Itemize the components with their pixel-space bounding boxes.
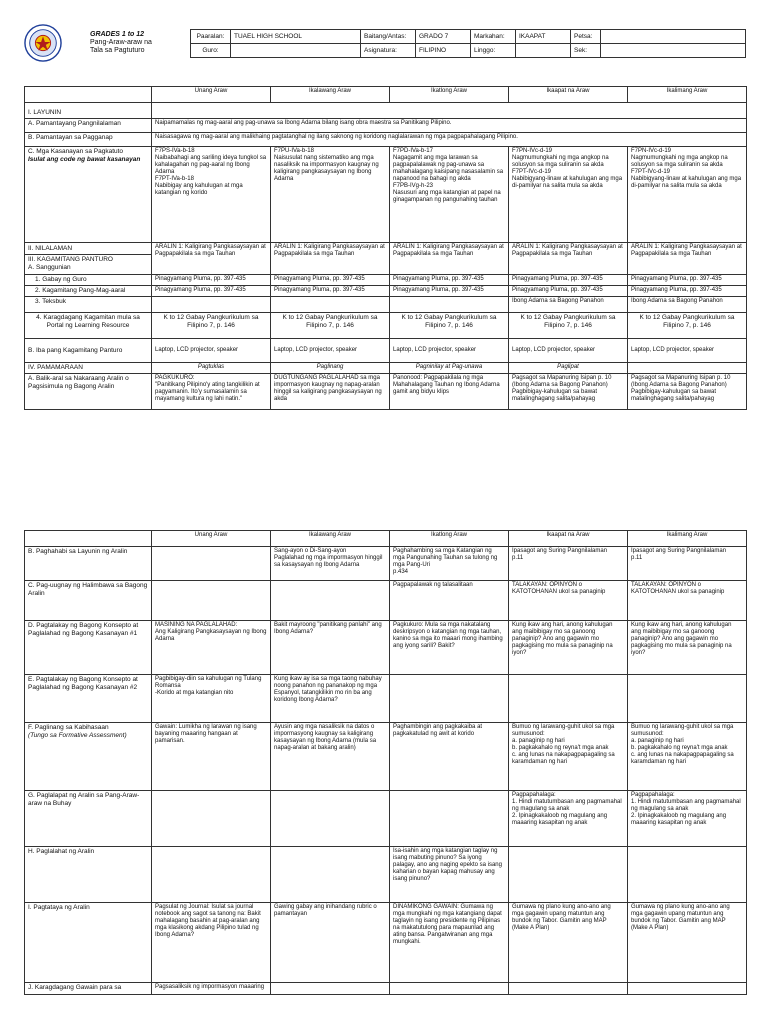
row-cell — [271, 903, 390, 983]
linggo-value — [516, 44, 571, 58]
row-label: B. Paghahabi sa Layunin ng Aralin — [25, 547, 152, 581]
row-cell — [390, 297, 509, 313]
row-cell — [628, 581, 747, 621]
row-cell — [509, 547, 628, 581]
row-sublabel: (Tungo sa Formative Assessment) — [28, 732, 127, 739]
row-cell: ARALIN 1: Kaligirang Pangkasaysayan at Pagpapakilala sa mga Tauhan — [152, 243, 271, 275]
sek-value — [601, 44, 746, 58]
row-cell — [390, 903, 509, 983]
row-cell: Pinagyamang Pluma, pp. 397-435 — [509, 286, 628, 297]
phase-cell — [628, 363, 747, 374]
row-cell — [628, 547, 747, 581]
cell-text: Bumuo ng larawang-guhit ukol sa mga sumusunod: a. panaginip ng hari b. pagkakahalo ng reyna't mga anak c. ang lunas na nakapagpapagaling sa karamdaman ng hari — [512, 724, 615, 765]
row-label: J. Karagdagang Gawain para sa — [25, 983, 152, 995]
petsa-label: Petsa: — [571, 30, 601, 44]
linggo-label: Linggo: — [471, 44, 516, 58]
day-header: Ikaapat na Araw — [509, 531, 628, 547]
row-label: B. Pamantayan sa Pagganap — [25, 133, 152, 147]
cell-text: Pagsagot sa Mapanuring Isipan p. 10 (Ibong Adarna sa Bagong Panahon) Pagbibigay-kahulugan sa bawat matalinghagang salita/pahayag — [512, 375, 612, 402]
row-label: 1. Gabay ng Guro — [25, 275, 152, 286]
row-cell — [152, 621, 271, 675]
day-header: Ikalimang Araw — [628, 87, 747, 103]
row-cell — [390, 147, 509, 243]
row-label: H. Paglalahat ng Aralin — [25, 847, 152, 903]
row-cell — [390, 723, 509, 791]
guro-label: Guro: — [191, 44, 231, 58]
row-label: B. Iba pang Kagamitang Panturo — [25, 339, 152, 363]
row-label — [25, 147, 152, 243]
cell-text: Panonood: Pagpapakilala ng mga Mahahalagang Tauhan ng Ibong Adarna gamit ang bidyu klips — [393, 375, 502, 395]
row-cell: K to 12 Gabay Pangkurikulum sa Filipino 7, p. 146 — [271, 313, 390, 339]
row-cell: Pinagyamang Pluma, pp. 397-435 — [390, 286, 509, 297]
cell-text: Kung ikaw ang hari, anong kahulugan ang maibibigay mo sa ganoong panaginip? Ano ang gagawin mo pagkagising mo mula sa panaginip na iyon? — [631, 622, 734, 656]
row-cell: K to 12 Gabay Pangkurikulum sa Filipino 7, p. 146 — [152, 313, 271, 339]
cell-text: Pagsagot sa Mapanuring Isipan p. 10 (Ibong Adarna sa Bagong Panahon) Pagbibigay-kahulugan sa bawat matalinghagang salita/pahayag — [631, 375, 731, 402]
row-cell: Ibong Adarna sa Bagong Panahon — [509, 297, 628, 313]
row-cell — [509, 791, 628, 847]
row-label: 4. Karagdagang Kagamitan mula sa Portal ng Learning Resource — [25, 313, 152, 339]
row-cell — [152, 581, 271, 621]
row-cell: Laptop, LCD projector, speaker — [271, 339, 390, 363]
section-pamamaraan: IV. PAMAMARAAN — [25, 363, 152, 374]
corner-cell — [25, 531, 152, 547]
corner-cell — [25, 87, 152, 103]
cell-text: Gawing gabay ang inihandang rubric o pamantayan — [274, 904, 379, 917]
row-cell — [271, 581, 390, 621]
row-cell — [271, 983, 390, 995]
row-cell — [271, 847, 390, 903]
row-cell — [390, 983, 509, 995]
cell-text: Kung ikaw ang hari, anong kahulugan ang maibibigay mo sa ganoong panaginip? Ano ang gagawin mo pagkagising mo mula sa panaginip na iyon? — [512, 622, 615, 656]
cell-text: F7PN-IVc-d-19 Nagmumungkahi ng mga angkop na solusyon sa mga suliranin sa akda F7PT-IVc-d-19 Nabibigyang-linaw at kahulugan ang mga di-pamilyar na salita mula sa akda — [512, 148, 623, 189]
row-cell: Laptop, LCD projector, speaker — [152, 339, 271, 363]
phase-cell: Pagninilay at Pag-unawa — [390, 363, 509, 374]
day-header: Ikatlong Araw — [390, 531, 509, 547]
row-cell — [390, 847, 509, 903]
sek-label: Sek: — [571, 44, 601, 58]
row-cell: ARALIN 1: Kaligirang Pangkasaysayan at Pagpapakilala sa mga Tauhan — [390, 243, 509, 275]
petsa-value — [601, 30, 746, 44]
row-cell: ARALIN 1: Kaligirang Pangkasaysayan at Pagpapakilala sa mga Tauhan — [509, 243, 628, 275]
guro-value — [231, 44, 361, 58]
cell-text: PAGKUKURO: "Panitikang Pilipino'y ating tangkilikin at pagyamanin. Ito'y sumasalamin sa mayamang kultura ng lahi natin." — [155, 375, 260, 402]
cell-text: TALAKAYAN: OPINYON o KATOTOHANAN ukol sa panaginip — [512, 582, 606, 595]
row-cell — [271, 723, 390, 791]
baitang-label: Baitang/Antas: — [361, 30, 416, 44]
row-cell: Pagsasaliksik ng impormasyon maaaring — [152, 983, 271, 995]
row-cell: Laptop, LCD projector, speaker — [390, 339, 509, 363]
row-cell — [390, 791, 509, 847]
cell-text: F7PS-IVa-b-18 Naibabahagi ang sariling ideya tungkol sa kahalagahan ng pag-aaral ng Ibong Adarna F7PT-IVa-b-18 Nabibigay ang kahulugan at mga katangian ng korido — [155, 148, 267, 196]
row-cell — [509, 581, 628, 621]
row-cell — [152, 547, 271, 581]
row-cell — [509, 147, 628, 243]
row-cell — [271, 297, 390, 313]
cell-text: MASINING NA PAGLALAHAD: Ang Kaligirang Pangkasaysayan ng Ibong Adarna — [155, 622, 267, 642]
row-cell: Pinagyamang Pluma, pp. 397-435 — [628, 286, 747, 297]
day-header: Ikaapat na Araw — [509, 87, 628, 103]
row-label: 2. Kagamitang Pang-Mag-aaral — [25, 286, 152, 297]
row-cell: K to 12 Gabay Pangkurikulum sa Filipino 7, p. 146 — [509, 313, 628, 339]
row-cell — [390, 581, 509, 621]
row-cell — [628, 374, 747, 410]
row-cell: Naipamamalas ng mag-aaral ang pag-unawa sa Ibong Adarna bilang isang obra maestra sa Panitikang Pilipino. — [152, 119, 747, 133]
row-cell — [152, 147, 271, 243]
row-cell — [509, 983, 628, 995]
row-cell: Pinagyamang Pluma, pp. 397-435 — [271, 275, 390, 286]
row-cell: Pinagyamang Pluma, pp. 397-435 — [628, 275, 747, 286]
row-label: A. Balik-aral sa Nakaraang Aralin o Pagsisimula ng Bagong Aralin — [25, 374, 152, 410]
baitang-value: GRADO 7 — [416, 30, 471, 44]
row-cell — [271, 547, 390, 581]
row-cell: K to 12 Gabay Pangkurikulum sa Filipino 7, p. 146 — [628, 313, 747, 339]
section-nilalaman: II. NILALAMAN — [25, 243, 152, 255]
day-header: Ikatlong Araw — [390, 87, 509, 103]
paaralan-label: Paaralan: — [191, 30, 231, 44]
deped-seal-logo — [24, 24, 62, 62]
title-line-1: Pang-Araw-araw na — [90, 39, 152, 46]
row-label: A. Pamantayang Pangnilalaman — [25, 119, 152, 133]
row-cell — [509, 903, 628, 983]
row-cell — [271, 675, 390, 723]
row-label: D. Pagtalakay ng Bagong Konsepto at Paglalahad ng Bagong Kasanayan #1 — [25, 621, 152, 675]
row-cell — [628, 791, 747, 847]
row-cell — [152, 791, 271, 847]
row-cell — [628, 903, 747, 983]
row-label: I. Pagtataya ng Aralin — [25, 903, 152, 983]
row-cell: Laptop, LCD projector, speaker — [509, 339, 628, 363]
row-cell: Pinagyamang Pluma, pp. 397-435 — [509, 275, 628, 286]
row-cell — [628, 847, 747, 903]
cell-text: Isa-isahin ang mga katangian taglay ng isang mabuting pinuno? Sa iyong palagay, ano ang naging epekto sa isang kaharian o bayan kapag mahusay ang isang pinuno? — [393, 848, 504, 882]
day-header: Ikalimang Araw — [628, 531, 747, 547]
row-cell — [390, 675, 509, 723]
row-cell — [152, 847, 271, 903]
cell-text: Bumuo ng larawang-guhit ukol sa mga sumusunod: a. panaginip ng hari b. pagkakahalo ng reyna't mga anak c. ang lunas na nakapagpapagaling sa karamdaman ng hari — [631, 724, 734, 765]
section-layunin: I. LAYUNIN — [25, 103, 152, 119]
row-cell — [152, 374, 271, 410]
cell-text: Pagpapahalaga: 1. Hindi matutumbasan ang pagmamahal ng magulang sa anak 2. Ipinagkakaloob ng magulang ang maaaring kasapitan ng anak — [631, 792, 741, 826]
cell-text: Pagsulat ng Journal: Isulat sa journal notebook ang sagot sa tanong na: Bakit mahalagang basahin at pag-aralan ang mga klasikong akdang Pilipino tulad ng Ibong Adarna? — [155, 904, 263, 938]
row-cell: Laptop, LCD projector, speaker — [628, 339, 747, 363]
row-cell — [152, 723, 271, 791]
cell-text: Pagkukuro: Mula sa mga nakatalang deskripsyon o katangian ng mga tauhan, kanino sa mga ito maaari mong ihambing ang iyong sarili? Bakit? — [393, 622, 505, 649]
day-header: Unang Araw — [152, 531, 271, 547]
row-cell: Pinagyamang Pluma, pp. 397-435 — [152, 275, 271, 286]
row-label — [25, 723, 152, 791]
row-cell — [628, 983, 747, 995]
cell-text: TALAKAYAN: OPINYON o KATOTOHANAN ukol sa panaginip — [631, 582, 725, 595]
cell-text: Gumawa ng plano kung ano-ano ang mga gagawin upang matuntun ang bundok ng Tabor. Gamitin ang MAP (Make A Plan) — [512, 904, 613, 931]
row-cell — [152, 903, 271, 983]
row-cell: Pinagyamang Pluma, pp. 397-435 — [271, 286, 390, 297]
row-cell — [390, 374, 509, 410]
row-cell: Pinagyamang Pluma, pp. 397-435 — [152, 286, 271, 297]
row-cell — [628, 147, 747, 243]
row-label-text: C. Mga Kasanayan sa Pagkatuto — [28, 148, 124, 155]
row-label: 3. Teksbuk — [25, 297, 152, 313]
cell-text: Ipasagot ang Suring Pangnilalaman p.11 — [631, 548, 727, 561]
row-cell — [271, 147, 390, 243]
row-cell — [628, 621, 747, 675]
day-header: Ikalawang Araw — [271, 531, 390, 547]
row-label: G. Paglalapat ng Aralin sa Pang-Araw-araw na Buhay — [25, 791, 152, 847]
cell-text: Gawain: Lumikha ng larawan ng isang bayaning maaaring hangaan at pamarisan. — [155, 724, 259, 744]
row-cell — [271, 791, 390, 847]
cell-text: Paghahambing sa mga Katangian ng mga Pangunahing Tauhan sa tulong ng mga Pang-Uri p.434 — [393, 548, 498, 575]
cell-text: F7PD-IVa-b-17 Nagagamit ang mga larawan sa pagpapalalawak ng pag-unawa sa mahahalagang kaisipang nasasalamin sa napanood na bahagi ng akda F7PB-IVg-h-23 Nasusuri ang mga katangian at papel na ginagampanan ng pangunahing tauhan — [393, 148, 504, 203]
cell-text: Ayusin ang mga nasaliksik na datos o impormasyong kaugnay sa kaligirang kasaysayan ng Ibong Adarna (mula sa napag-aralan at bakang aralin) — [274, 724, 378, 751]
phase-cell: Paglipat — [509, 363, 628, 374]
row-cell: Naisasagawa ng mag-aaral ang malikhaing pagtatanghal ng ilang saknong ng koridong naglalarawan ng mga pagpapahalagang Pilipino. — [152, 133, 747, 147]
cell-text: DUGTUNGANG PAGLALAHAD sa mga impormasyon kaugnay ng napag-aralan hinggil sa kaligirang pangkasaysayan ng akda — [274, 375, 384, 402]
row-cell — [152, 675, 271, 723]
row-label: C. Pag-uugnay ng Halimbawa sa Bagong Aralin — [25, 581, 152, 621]
plan-table-1 — [24, 86, 747, 410]
row-cell: Pinagyamang Pluma, pp. 397-435 — [390, 275, 509, 286]
row-label: E. Pagtalakay ng Bagong Konsepto at Paglalahad ng Bagong Kasanayan #2 — [25, 675, 152, 723]
row-cell — [271, 621, 390, 675]
plan-table-2 — [24, 530, 747, 995]
empty-cell — [152, 103, 747, 119]
row-cell: K to 12 Gabay Pangkurikulum sa Filipino 7, p. 146 — [390, 313, 509, 339]
cell-text: Pagpapalawak ng talasalitaan — [393, 582, 473, 588]
cell-text: Paghambingin ang pagkakaiba at pagkakatulad ng awit at korido — [393, 724, 484, 737]
cell-text: DINAMIKONG GAWAIN: Gumawa ng mga mungkahi ng mga katangiang dapat taglayin ng isang presidente ng Pilipinas na makatutulong para mapaunlad ang ating bansa. Pangatwiranan ang mga mungkahi. — [393, 904, 504, 945]
title-line-2: Tala sa Pagtuturo — [90, 47, 145, 54]
phase-cell: Paglinang — [271, 363, 390, 374]
cell-text: Kung ikaw ay isa sa mga taong nabuhay noong panahon ng pananakop ng mga Espanyol, tatangkilikin mo rin ba ang koridong Ibong Adarna? — [274, 676, 384, 703]
row-label-text: F. Paglinang sa Kabihasaan — [28, 724, 109, 731]
header-info-table — [190, 29, 746, 58]
row-cell — [390, 547, 509, 581]
phase-cell: Pagtuklas — [152, 363, 271, 374]
row-cell — [509, 675, 628, 723]
row-cell: ARALIN 1: Kaligirang Pangkasaysayan at Pagpapakilala sa mga Tauhan — [628, 243, 747, 275]
cell-text: Bakit mayroong "panitikang panlahi" ang Ibong Adarna? — [274, 622, 384, 635]
cell-text: Ipasagot ang Suring Pangnilalaman p.11 — [512, 548, 608, 561]
row-cell — [152, 297, 271, 313]
row-cell — [509, 847, 628, 903]
section-kagamitan-text: III. KAGAMITANG PANTURO — [28, 256, 113, 263]
asignatura-label: Asignatura: — [361, 44, 416, 58]
cell-text: Pagpapahalaga: 1. Hindi matutumbasan ang pagmamahal ng magulang sa anak 2. Ipinagkakaloob ng magulang ang maaaring kasapitan ng anak — [512, 792, 622, 826]
cell-text: F7PN-IVc-d-19 Nagmumungkahi ng mga angkop na solusyon sa mga suliranin sa akda F7PT-IVc-d-19 Nabibigyang-linaw at kahulugan ang mga di-pamilyar na salita mula sa akda — [631, 148, 742, 189]
section-kagamitan — [25, 255, 152, 275]
form-title — [90, 31, 152, 55]
cell-text: Gumawa ng plano kung ano-ano ang mga gagawin upang matuntun ang bundok ng Tabor. Gamitin ang MAP (Make A Plan) — [631, 904, 732, 931]
row-cell: Ibong Adarna sa Bagong Panahon — [628, 297, 747, 313]
markahan-value: IKAAPAT — [516, 30, 571, 44]
cell-text: Sang-ayon o Di-Sang-ayon Paglalahad ng mga impormasyon hinggil sa kasaysayan ng Ibong Adarna — [274, 548, 383, 568]
cell-text: Pagbibigay-diin sa kahulugan ng Tulang Romansa -Korido at mga katangian nito — [155, 676, 262, 696]
row-sublabel: Isulat ang code ng bawat kasanayan — [28, 156, 141, 163]
day-header: Unang Araw — [152, 87, 271, 103]
day-header: Ikalawang Araw — [271, 87, 390, 103]
row-cell — [509, 374, 628, 410]
row-cell — [628, 723, 747, 791]
markahan-label: Markahan: — [471, 30, 516, 44]
row-cell — [271, 374, 390, 410]
cell-text: F7PU-IVa-b-18 Naisusulat nang sistematiko ang mga nasaliksik na impormasyon kaugnay ng kaligirang pangkasaysayan ng Ibong Adarna — [274, 148, 379, 182]
row-cell: ARALIN 1: Kaligirang Pangkasaysayan at Pagpapakilala sa mga Tauhan — [271, 243, 390, 275]
row-cell — [509, 621, 628, 675]
asignatura-value: FILIPINO — [416, 44, 471, 58]
grades-label: GRADES 1 to 12 — [90, 31, 145, 38]
row-cell — [390, 621, 509, 675]
row-cell — [628, 675, 747, 723]
paaralan-value: TUAEL HIGH SCHOOL — [231, 30, 361, 44]
sanggunian-label: A. Sanggunian — [28, 264, 71, 271]
row-cell — [509, 723, 628, 791]
